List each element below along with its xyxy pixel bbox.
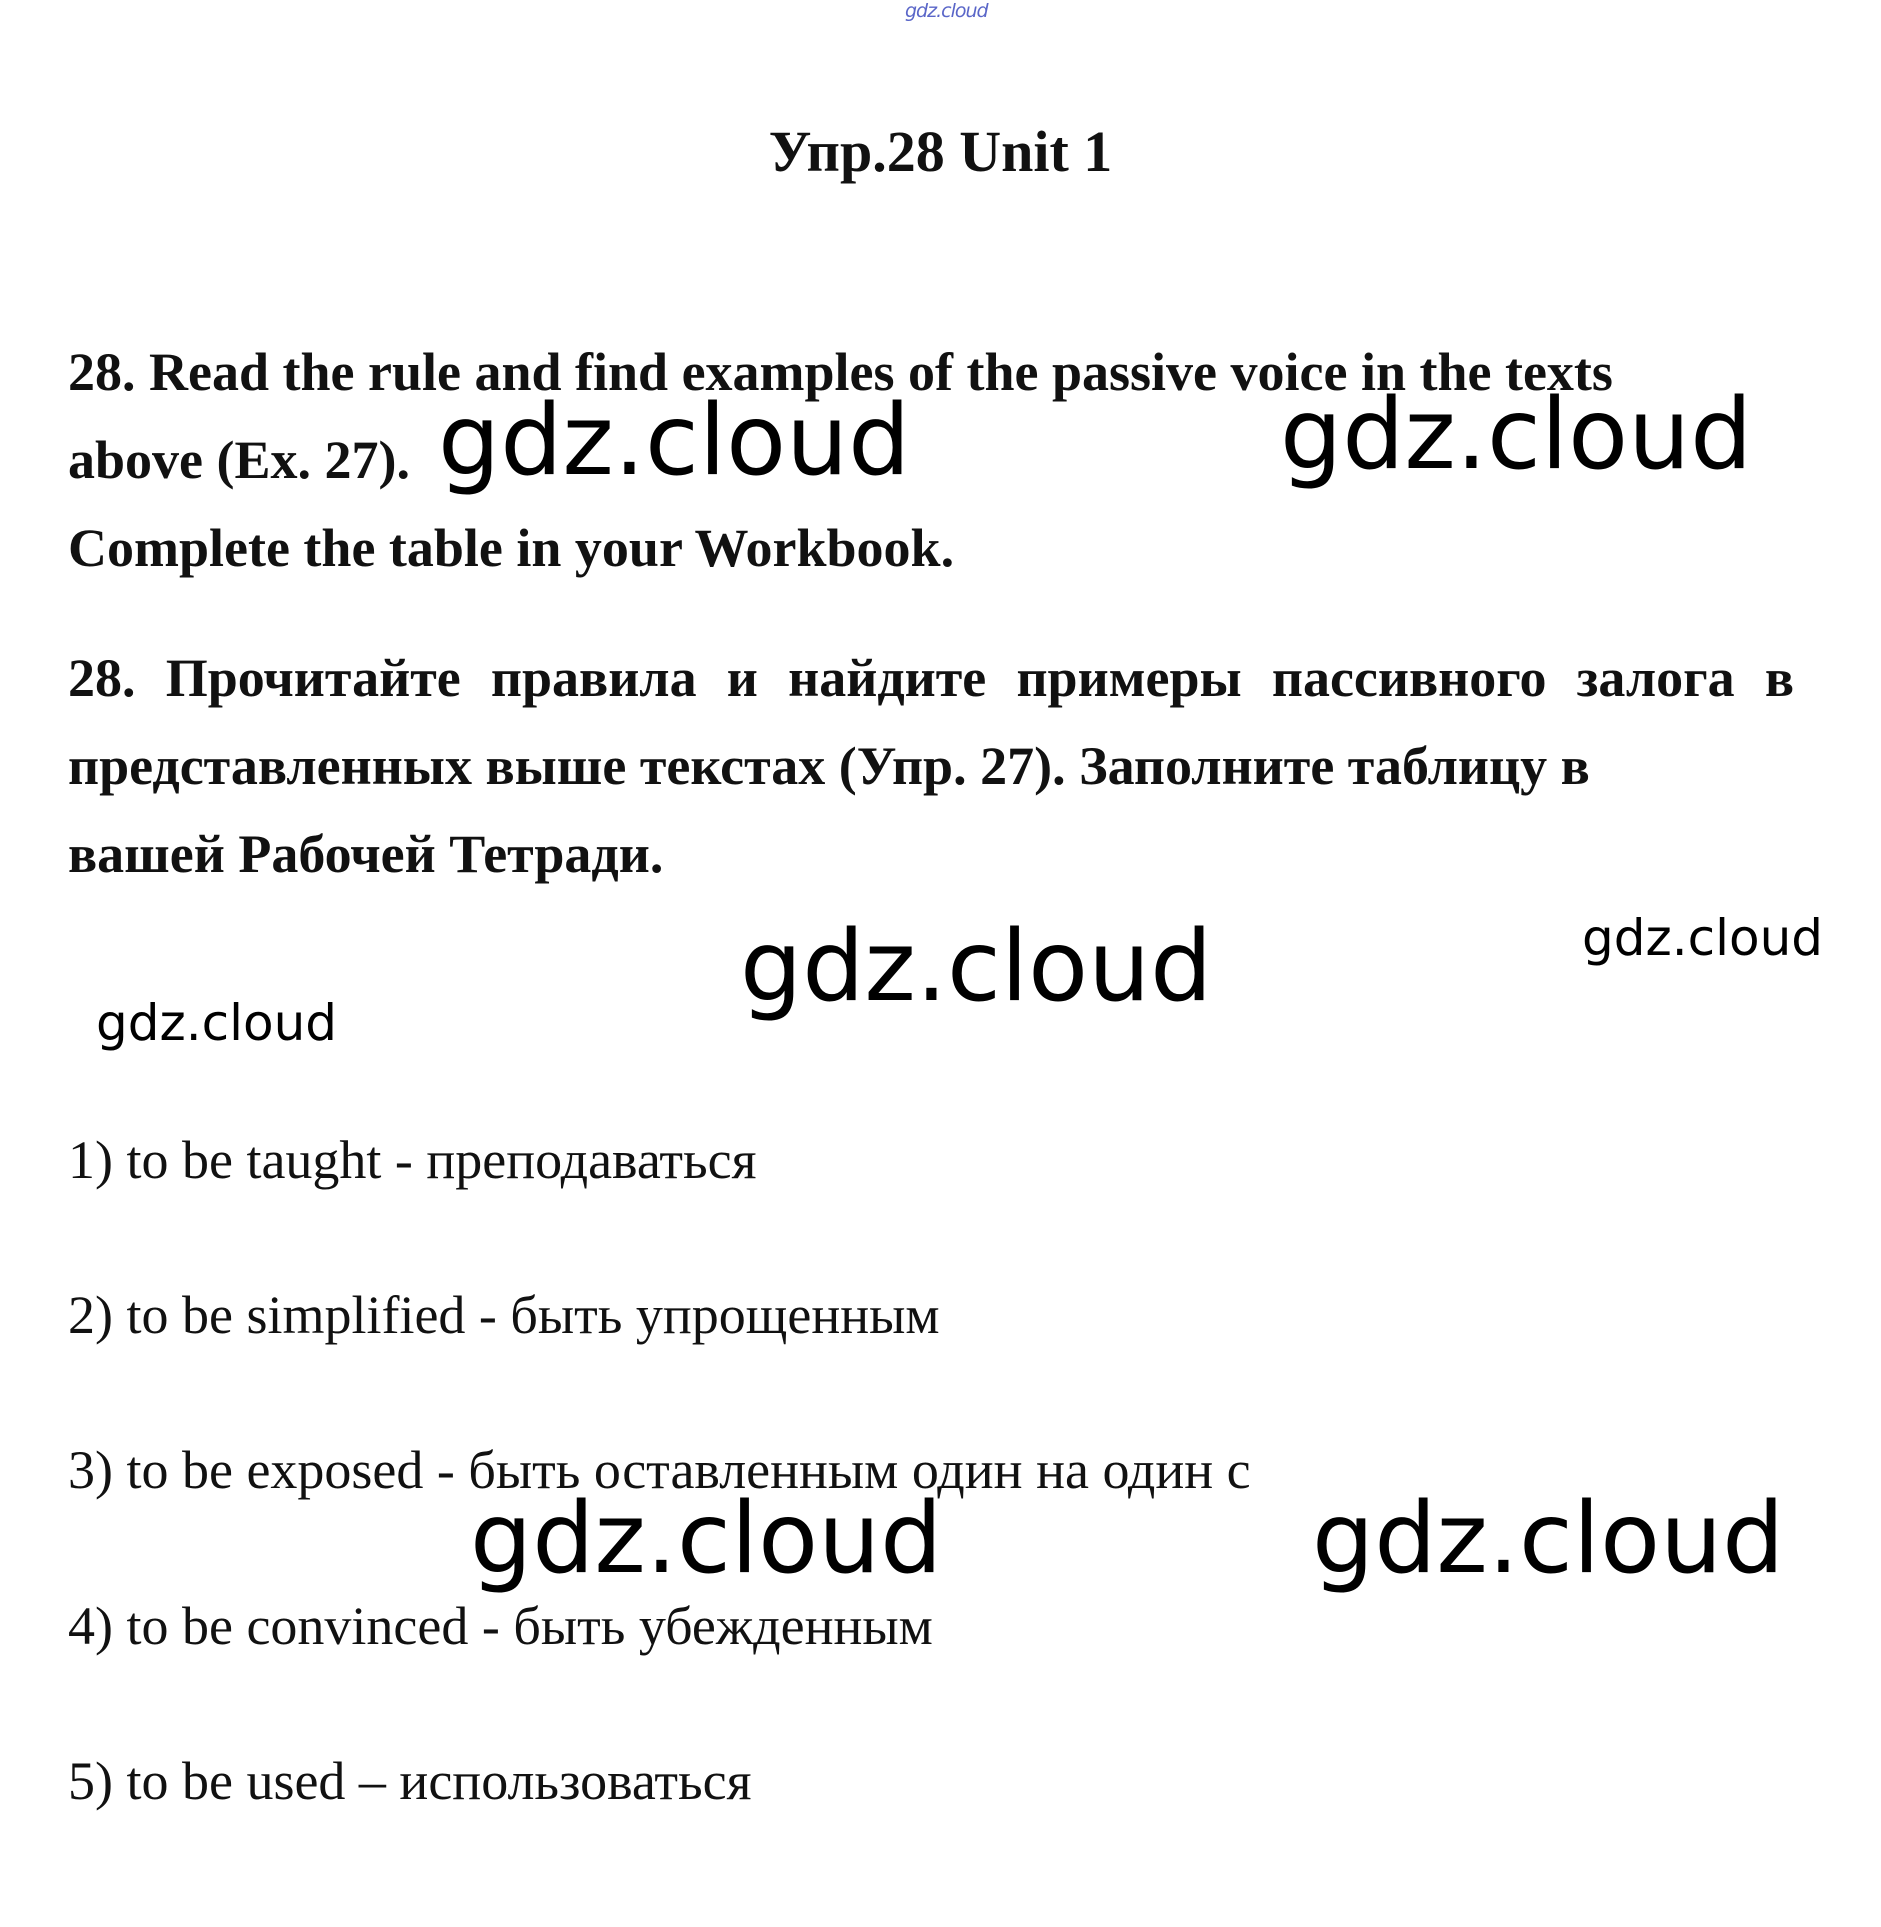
answer-item-5: 5) to be used – использоваться <box>68 1751 752 1811</box>
answer-item-1: 1) to be taught - преподаваться <box>68 1130 757 1190</box>
watermark-top: gdz.cloud <box>905 0 988 22</box>
watermark-5: gdz.cloud <box>96 994 338 1052</box>
watermark-2: gdz.cloud <box>1280 378 1753 492</box>
task-english-line-2: above (Ex. 27). <box>68 430 410 490</box>
task-english-line-1: 28. Read the rule and find examples of the passive voice in the texts <box>68 342 1613 402</box>
task-english-line-3: Complete the table in your Workbook. <box>68 518 955 578</box>
answer-item-2: 2) to be simplified - быть упрощенным <box>68 1285 940 1345</box>
watermark-7: gdz.cloud <box>1312 1482 1785 1596</box>
answer-item-3: 3) to be exposed - быть оставленным один на один с <box>68 1440 1251 1500</box>
watermark-1: gdz.cloud <box>438 384 911 498</box>
task-russian <box>68 634 1794 898</box>
answer-item-4: 4) to be convinced - быть убежденным <box>68 1596 933 1656</box>
watermark-3: gdz.cloud <box>740 910 1213 1024</box>
task-russian-last-line: вашей Рабочей Тетради. <box>68 824 664 884</box>
watermark-4: gdz.cloud <box>1582 909 1824 967</box>
task-russian-text: 28. Прочитайте правила и найдите примеры пассивного залога в представленных выше текстах (Упр. 27). Заполните таблицу в <box>68 648 1794 796</box>
watermark-6: gdz.cloud <box>470 1482 943 1596</box>
page-title: Упр.28 Unit 1 <box>768 119 1113 184</box>
